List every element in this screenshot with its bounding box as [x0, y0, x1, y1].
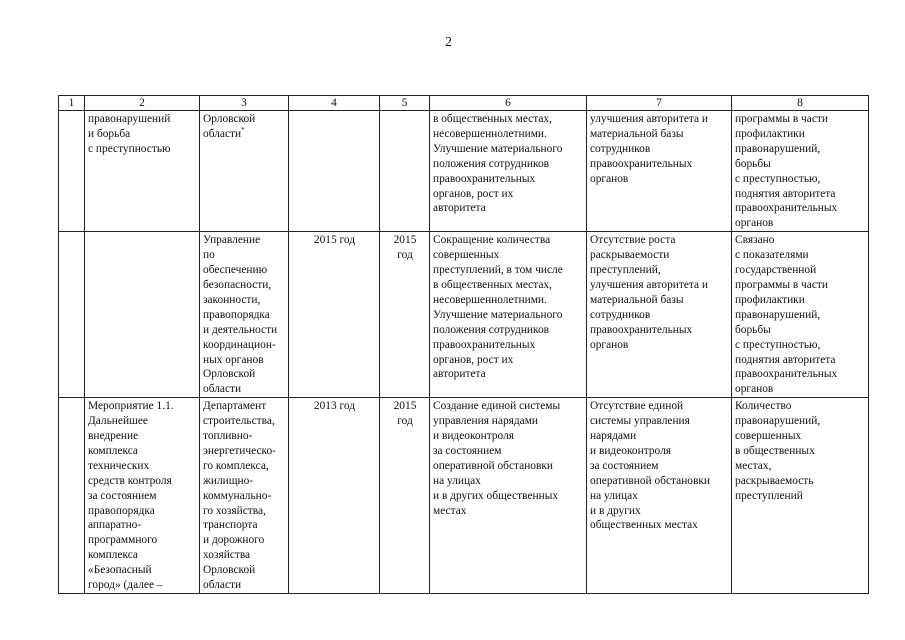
column-header: 7: [587, 96, 732, 111]
table-cell: Отсутствие единой системы управления нарядами и видеоконтроля за состоянием оперативной обстановки на улицах и в других общественных местах: [587, 398, 732, 594]
table-cell: Отсутствие роста раскрываемости преступлений, улучшения авторитета и материальной базы сотрудников правоохранительных органов: [587, 232, 732, 398]
table-cell: программы в части профилактики правонарушений, борьбы с преступностью, поднятия авторитета правоохранительных органов: [732, 111, 869, 232]
table-cell: [59, 111, 85, 232]
column-header: 6: [430, 96, 587, 111]
table-cell: Связано с показателями государственной программы в части профилактики правонарушений, борьбы с преступностью, поднятия авторитета правоохранительных органов: [732, 232, 869, 398]
table-cell: [59, 398, 85, 594]
table-cell: Создание единой системы управления нарядами и видеоконтроля за состоянием оперативной обстановки на улицах и в других общественных местах: [430, 398, 587, 594]
table-cell: [59, 232, 85, 398]
header-row: [59, 96, 869, 111]
table-cell: улучшения авторитета и материальной базы сотрудников правоохранительных органов: [587, 111, 732, 232]
table-cell: Департамент строительства, топливно- энергетическо- го комплекса, жилищно- коммунально- го хозяйства, транспорта и дорожного хозяйства Орловской области: [200, 398, 289, 594]
cell-text: Орловской области: [203, 113, 256, 140]
table-cell: Мероприятие 1.1. Дальнейшее внедрение комплекса технических средств контроля за состоянием правопорядка аппаратно- программного комплекса «Безопасный город» (далее –: [85, 398, 200, 594]
table-row: [59, 398, 869, 594]
table-cell: 2015 год: [380, 398, 430, 594]
footnote-mark: *: [241, 126, 245, 135]
table-cell: [200, 111, 289, 232]
table-cell: [380, 111, 430, 232]
table-row: [59, 111, 869, 232]
table-cell: Управление по обеспечению безопасности, законности, правопорядка и деятельности координацион- ных органов Орловской области: [200, 232, 289, 398]
page-number: 2: [445, 35, 452, 50]
column-header: 8: [732, 96, 869, 111]
table-cell: 2015 год: [380, 232, 430, 398]
table-cell: правонарушений и борьба с преступностью: [85, 111, 200, 232]
table-cell: 2013 год: [289, 398, 380, 594]
measures-table: [58, 95, 869, 594]
column-header: 4: [289, 96, 380, 111]
table-cell: 2015 год: [289, 232, 380, 398]
column-header: 1: [59, 96, 85, 111]
column-header: 2: [85, 96, 200, 111]
column-header: 3: [200, 96, 289, 111]
table-cell: [85, 232, 200, 398]
table-cell: Количество правонарушений, совершенных в общественных местах, раскрываемость преступлений: [732, 398, 869, 594]
table-cell: в общественных местах, несовершеннолетними. Улучшение материального положения сотрудников правоохранительных органов, рост их авторитета: [430, 111, 587, 232]
table-row: [59, 232, 869, 398]
column-header: 5: [380, 96, 430, 111]
table-cell: [289, 111, 380, 232]
table-cell: Сокращение количества совершенных преступлений, в том числе в общественных местах, несовершеннолетними. Улучшение материального положения сотрудников правоохранительных органов, рост их авторитета: [430, 232, 587, 398]
